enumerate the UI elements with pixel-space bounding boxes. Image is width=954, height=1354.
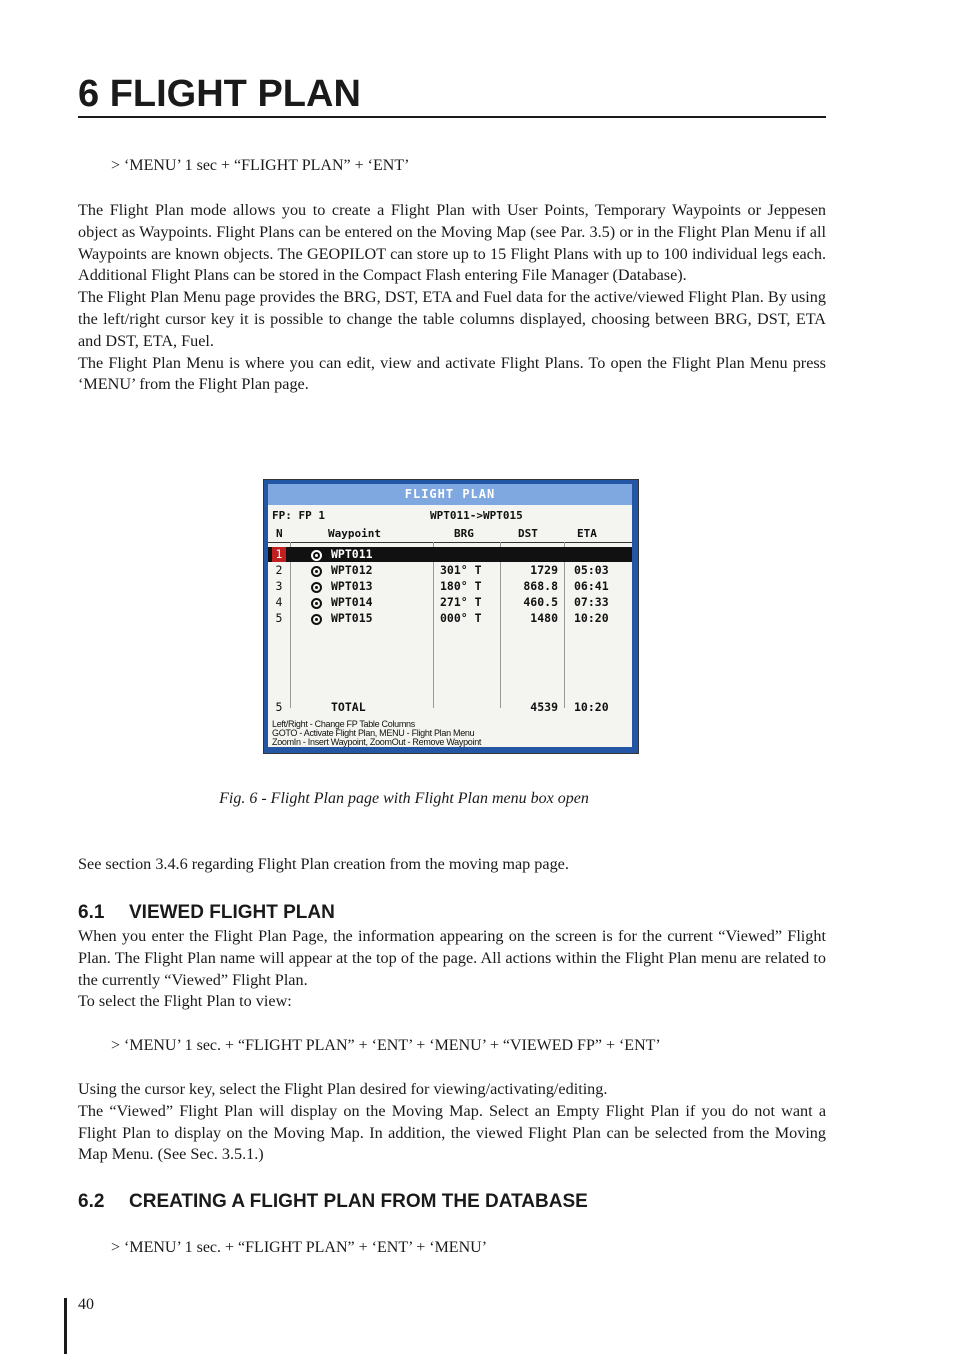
header-divider [268, 542, 632, 543]
section-6-2-heading [78, 1190, 588, 1214]
table-row[interactable] [268, 611, 632, 626]
eta: 05:03 [574, 563, 609, 577]
row-number: 1 [272, 547, 286, 562]
section-title: CREATING A FLIGHT PLAN FROM THE DATABASE [129, 1191, 588, 1212]
menu-paragraph: The Flight Plan Menu page provides the BRG, DST, ETA and Fuel data for the active/viewed Flight Plan. By using the left/right cursor key it is possible to change the table columns displayed, choosing between BRG, DST, ETA and DST, ETA, Fuel. [78, 288, 826, 350]
bearing: 000° T [440, 611, 482, 625]
table-row[interactable] [268, 547, 632, 562]
bearing: 271° T [440, 595, 482, 609]
fp-label: FP: FP 1 [272, 509, 325, 522]
section-number: 6.1 [78, 902, 105, 923]
total-row [268, 700, 632, 715]
help-text [272, 720, 481, 747]
total-label: TOTAL [331, 700, 366, 714]
bearing: 301° T [440, 563, 482, 577]
intro-paragraph: The Flight Plan mode allows you to create a Flight Plan with User Points, Temporary Waypoints or Jeppesen object as Waypoints. Flight Plans can be entered on the Moving Map (see Par. 3.5) or in the Flight Plan Menu if all Waypoints are known objects. The GEOPILOT can store up to 15 Flight Plans with up to 100 individual legs each. Additional Flight Plans can be stored in the Compact Flash entering File Manager (Database). [78, 201, 826, 285]
row-number: 3 [275, 579, 283, 593]
waypoint-name: WPT012 [331, 563, 373, 577]
total-count: 5 [275, 700, 283, 714]
waypoint-name: WPT015 [331, 611, 373, 625]
page-margin-bar [64, 1298, 67, 1354]
section-number: 6.2 [78, 1191, 105, 1212]
header-n: N [276, 527, 283, 540]
distance: 1480 [530, 611, 558, 625]
intro-text [78, 200, 826, 396]
figure-caption: Fig. 6 - Flight Plan page with Flight Plan menu box open [219, 790, 589, 807]
waypoint-icon [311, 614, 322, 625]
header-brg: BRG [454, 527, 474, 540]
table-row[interactable] [268, 595, 632, 610]
help-line: ZoomIn - Insert Waypoint, ZoomOut - Remove Waypoint [272, 737, 482, 747]
flight-plan-screen [263, 479, 639, 754]
header-dst: DST [518, 527, 538, 540]
see-section-paragraph: See section 3.4.6 regarding Flight Plan creation from the moving map page. [78, 855, 569, 873]
viewed-fp-command: > ‘MENU’ 1 sec. + “FLIGHT PLAN” + ‘ENT’ + ‘MENU’ + “VIEWED FP” + ‘ENT’ [111, 1037, 661, 1054]
header-waypoint: Waypoint [328, 527, 381, 540]
bearing: 180° T [440, 579, 482, 593]
eta: 10:20 [574, 611, 609, 625]
section-6-1-body-2 [78, 1079, 826, 1166]
total-eta: 10:20 [574, 700, 609, 714]
viewed-paragraph: The “Viewed” Flight Plan will display on the Moving Map. Select an Empty Flight Plan if you do not want a Flight Plan to display on the Moving Map. In addition, the viewed Flight Plan can be selected from the Moving Map Menu. (See Sec. 3.5.1.) [78, 1101, 826, 1164]
see-section-text [78, 854, 826, 876]
distance: 460.5 [523, 595, 558, 609]
screen-display [268, 484, 632, 747]
database-command: > ‘MENU’ 1 sec. + “FLIGHT PLAN” + ‘ENT’ + ‘MENU’ [111, 1239, 488, 1256]
total-distance: 4539 [530, 700, 558, 714]
section-6-1-paragraph: When you enter the Flight Plan Page, the information appearing on the screen is for the current “Viewed” Flight Plan. The Flight Plan name will appear at the top of the page. All actions within the Flight Plan menu are related to the currently “Viewed” Flight Plan. [78, 927, 826, 989]
chapter-title: 6 FLIGHT PLAN [78, 72, 826, 118]
header-eta: ETA [577, 527, 597, 540]
help-line: Left/Right - Change FP Table Columns [272, 719, 415, 729]
section-6-1-heading [78, 901, 335, 925]
section-title: VIEWED FLIGHT PLAN [129, 902, 335, 923]
row-number: 4 [275, 595, 283, 609]
waypoint-icon [311, 566, 322, 577]
help-line: GOTO - Activate Flight Plan, MENU - Flight Plan Menu [272, 728, 475, 738]
waypoint-icon [311, 550, 322, 561]
route-label: WPT011->WPT015 [430, 509, 523, 522]
intro-command: > ‘MENU’ 1 sec + “FLIGHT PLAN” + ‘ENT’ [111, 157, 410, 174]
eta: 07:33 [574, 595, 609, 609]
table-row[interactable] [268, 579, 632, 594]
waypoint-icon [311, 582, 322, 593]
section-6-1-body [78, 926, 826, 1013]
table-row[interactable] [268, 563, 632, 578]
menu-open-paragraph: The Flight Plan Menu is where you can edit, view and activate Flight Plans. To open the Flight Plan Menu press ‘MENU’ from the Flight Plan page. [78, 353, 826, 394]
row-number: 2 [275, 563, 283, 577]
row-number: 5 [275, 611, 283, 625]
waypoint-name: WPT014 [331, 595, 373, 609]
page-number: 40 [78, 1296, 94, 1313]
waypoint-icon [311, 598, 322, 609]
cursor-line: Using the cursor key, select the Flight Plan desired for viewing/activating/editing. [78, 1080, 608, 1098]
waypoint-name: WPT011 [331, 547, 373, 561]
waypoint-name: WPT013 [331, 579, 373, 593]
screen-title: FLIGHT PLAN [268, 484, 632, 505]
select-line: To select the Flight Plan to view: [78, 992, 292, 1011]
eta: 06:41 [574, 579, 609, 593]
distance: 1729 [530, 563, 558, 577]
distance: 868.8 [523, 579, 558, 593]
